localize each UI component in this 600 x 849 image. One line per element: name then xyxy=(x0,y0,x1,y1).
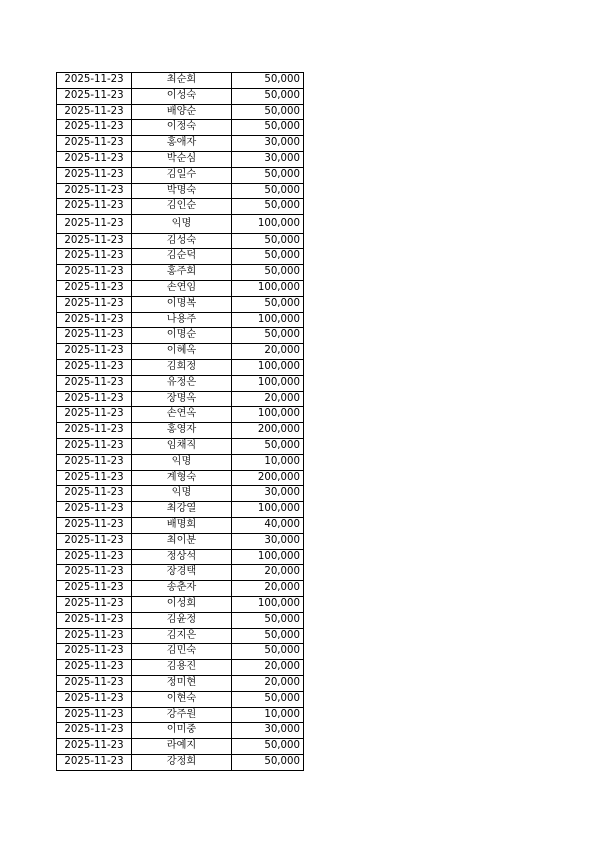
table-row xyxy=(57,312,304,328)
date-cell: 2025-11-23 xyxy=(57,104,132,120)
name-cell: 이명복 xyxy=(132,296,232,312)
table-row xyxy=(57,565,304,581)
table-row xyxy=(57,296,304,312)
amount-cell: 200,000 xyxy=(232,470,304,486)
date-cell: 2025-11-23 xyxy=(57,502,132,518)
table-row xyxy=(57,486,304,502)
table-row xyxy=(57,754,304,770)
date-cell: 2025-11-23 xyxy=(57,723,132,739)
amount-cell: 100,000 xyxy=(232,502,304,518)
date-cell: 2025-11-23 xyxy=(57,628,132,644)
table-row xyxy=(57,660,304,676)
date-cell: 2025-11-23 xyxy=(57,675,132,691)
name-cell: 강정희 xyxy=(132,754,232,770)
amount-cell: 50,000 xyxy=(232,199,304,215)
name-cell: 익명 xyxy=(132,454,232,470)
table-row xyxy=(57,344,304,360)
name-cell: 장명옥 xyxy=(132,391,232,407)
amount-cell: 20,000 xyxy=(232,565,304,581)
table-row xyxy=(57,375,304,391)
name-cell: 계형숙 xyxy=(132,470,232,486)
date-cell: 2025-11-23 xyxy=(57,691,132,707)
date-cell: 2025-11-23 xyxy=(57,136,132,152)
amount-cell: 30,000 xyxy=(232,151,304,167)
amount-cell: 50,000 xyxy=(232,73,304,89)
amount-cell: 50,000 xyxy=(232,183,304,199)
amount-cell: 30,000 xyxy=(232,533,304,549)
table-row xyxy=(57,249,304,265)
name-cell: 김성숙 xyxy=(132,233,232,249)
name-cell: 정상석 xyxy=(132,549,232,565)
date-cell: 2025-11-23 xyxy=(57,281,132,297)
date-cell: 2025-11-23 xyxy=(57,597,132,613)
date-cell: 2025-11-23 xyxy=(57,120,132,136)
amount-cell: 50,000 xyxy=(232,439,304,455)
table-row xyxy=(57,707,304,723)
name-cell: 나용주 xyxy=(132,312,232,328)
amount-cell: 50,000 xyxy=(232,167,304,183)
table-row xyxy=(57,183,304,199)
table-row xyxy=(57,439,304,455)
date-cell: 2025-11-23 xyxy=(57,183,132,199)
amount-cell: 50,000 xyxy=(232,754,304,770)
table-row xyxy=(57,581,304,597)
amount-cell: 50,000 xyxy=(232,233,304,249)
table-row xyxy=(57,423,304,439)
table-row xyxy=(57,215,304,234)
date-cell: 2025-11-23 xyxy=(57,739,132,755)
amount-cell: 100,000 xyxy=(232,597,304,613)
name-cell: 김인순 xyxy=(132,199,232,215)
amount-cell: 100,000 xyxy=(232,281,304,297)
table-row xyxy=(57,628,304,644)
date-cell: 2025-11-23 xyxy=(57,581,132,597)
name-cell: 김민숙 xyxy=(132,644,232,660)
date-cell: 2025-11-23 xyxy=(57,249,132,265)
amount-cell: 50,000 xyxy=(232,691,304,707)
table-row xyxy=(57,675,304,691)
amount-cell: 50,000 xyxy=(232,104,304,120)
amount-cell: 20,000 xyxy=(232,344,304,360)
name-cell: 홍영자 xyxy=(132,423,232,439)
date-cell: 2025-11-23 xyxy=(57,88,132,104)
name-cell: 김순덕 xyxy=(132,249,232,265)
name-cell: 박명숙 xyxy=(132,183,232,199)
name-cell: 박순심 xyxy=(132,151,232,167)
table-row xyxy=(57,691,304,707)
name-cell: 정미현 xyxy=(132,675,232,691)
date-cell: 2025-11-23 xyxy=(57,423,132,439)
amount-cell: 50,000 xyxy=(232,628,304,644)
date-cell: 2025-11-23 xyxy=(57,312,132,328)
table-row xyxy=(57,104,304,120)
date-cell: 2025-11-23 xyxy=(57,296,132,312)
name-cell: 김용진 xyxy=(132,660,232,676)
date-cell: 2025-11-23 xyxy=(57,486,132,502)
amount-cell: 20,000 xyxy=(232,581,304,597)
amount-cell: 50,000 xyxy=(232,265,304,281)
amount-cell: 50,000 xyxy=(232,328,304,344)
amount-cell: 100,000 xyxy=(232,407,304,423)
date-cell: 2025-11-23 xyxy=(57,660,132,676)
donation-ledger-table xyxy=(56,72,304,771)
amount-cell: 100,000 xyxy=(232,360,304,376)
name-cell: 익명 xyxy=(132,215,232,234)
date-cell: 2025-11-23 xyxy=(57,754,132,770)
name-cell: 홍주희 xyxy=(132,265,232,281)
table-row xyxy=(57,328,304,344)
date-cell: 2025-11-23 xyxy=(57,328,132,344)
date-cell: 2025-11-23 xyxy=(57,644,132,660)
name-cell: 손연임 xyxy=(132,281,232,297)
table-row xyxy=(57,167,304,183)
amount-cell: 100,000 xyxy=(232,549,304,565)
date-cell: 2025-11-23 xyxy=(57,407,132,423)
name-cell: 최이분 xyxy=(132,533,232,549)
name-cell: 이명순 xyxy=(132,328,232,344)
amount-cell: 40,000 xyxy=(232,518,304,534)
date-cell: 2025-11-23 xyxy=(57,391,132,407)
date-cell: 2025-11-23 xyxy=(57,265,132,281)
date-cell: 2025-11-23 xyxy=(57,612,132,628)
name-cell: 김윤정 xyxy=(132,612,232,628)
table-row xyxy=(57,120,304,136)
table-row xyxy=(57,233,304,249)
name-cell: 이혜옥 xyxy=(132,344,232,360)
table-row xyxy=(57,612,304,628)
name-cell: 라예지 xyxy=(132,739,232,755)
name-cell: 최강열 xyxy=(132,502,232,518)
name-cell: 배양순 xyxy=(132,104,232,120)
name-cell: 이현숙 xyxy=(132,691,232,707)
table-row xyxy=(57,136,304,152)
name-cell: 김지은 xyxy=(132,628,232,644)
date-cell: 2025-11-23 xyxy=(57,439,132,455)
amount-cell: 100,000 xyxy=(232,312,304,328)
table-row xyxy=(57,281,304,297)
amount-cell: 100,000 xyxy=(232,215,304,234)
amount-cell: 30,000 xyxy=(232,136,304,152)
name-cell: 홍애자 xyxy=(132,136,232,152)
date-cell: 2025-11-23 xyxy=(57,199,132,215)
amount-cell: 50,000 xyxy=(232,296,304,312)
date-cell: 2025-11-23 xyxy=(57,518,132,534)
amount-cell: 30,000 xyxy=(232,723,304,739)
name-cell: 이정숙 xyxy=(132,120,232,136)
table-row xyxy=(57,723,304,739)
date-cell: 2025-11-23 xyxy=(57,375,132,391)
table-row xyxy=(57,533,304,549)
date-cell: 2025-11-23 xyxy=(57,167,132,183)
name-cell: 장경택 xyxy=(132,565,232,581)
ledger-body xyxy=(57,73,304,771)
table-row xyxy=(57,407,304,423)
name-cell: 강주원 xyxy=(132,707,232,723)
table-row xyxy=(57,454,304,470)
name-cell: 배명희 xyxy=(132,518,232,534)
date-cell: 2025-11-23 xyxy=(57,470,132,486)
name-cell: 유정은 xyxy=(132,375,232,391)
amount-cell: 50,000 xyxy=(232,739,304,755)
date-cell: 2025-11-23 xyxy=(57,549,132,565)
table-row xyxy=(57,502,304,518)
name-cell: 김희정 xyxy=(132,360,232,376)
table-row xyxy=(57,518,304,534)
name-cell: 익명 xyxy=(132,486,232,502)
table-row xyxy=(57,265,304,281)
amount-cell: 50,000 xyxy=(232,120,304,136)
amount-cell: 20,000 xyxy=(232,660,304,676)
amount-cell: 20,000 xyxy=(232,675,304,691)
amount-cell: 50,000 xyxy=(232,88,304,104)
amount-cell: 10,000 xyxy=(232,707,304,723)
table-row xyxy=(57,391,304,407)
table-row xyxy=(57,644,304,660)
date-cell: 2025-11-23 xyxy=(57,73,132,89)
name-cell: 이성숙 xyxy=(132,88,232,104)
table-row xyxy=(57,470,304,486)
date-cell: 2025-11-23 xyxy=(57,707,132,723)
amount-cell: 50,000 xyxy=(232,249,304,265)
amount-cell: 20,000 xyxy=(232,391,304,407)
table-row xyxy=(57,360,304,376)
table-row xyxy=(57,73,304,89)
name-cell: 최순희 xyxy=(132,73,232,89)
date-cell: 2025-11-23 xyxy=(57,344,132,360)
date-cell: 2025-11-23 xyxy=(57,151,132,167)
name-cell: 손연옥 xyxy=(132,407,232,423)
amount-cell: 50,000 xyxy=(232,612,304,628)
amount-cell: 100,000 xyxy=(232,375,304,391)
date-cell: 2025-11-23 xyxy=(57,454,132,470)
date-cell: 2025-11-23 xyxy=(57,360,132,376)
amount-cell: 10,000 xyxy=(232,454,304,470)
amount-cell: 50,000 xyxy=(232,644,304,660)
table-row xyxy=(57,199,304,215)
name-cell: 이미중 xyxy=(132,723,232,739)
date-cell: 2025-11-23 xyxy=(57,215,132,234)
amount-cell: 200,000 xyxy=(232,423,304,439)
date-cell: 2025-11-23 xyxy=(57,233,132,249)
amount-cell: 30,000 xyxy=(232,486,304,502)
table-row xyxy=(57,739,304,755)
date-cell: 2025-11-23 xyxy=(57,533,132,549)
name-cell: 이성희 xyxy=(132,597,232,613)
table-row xyxy=(57,597,304,613)
table-row xyxy=(57,549,304,565)
name-cell: 김일수 xyxy=(132,167,232,183)
date-cell: 2025-11-23 xyxy=(57,565,132,581)
table-row xyxy=(57,88,304,104)
name-cell: 송춘자 xyxy=(132,581,232,597)
table-row xyxy=(57,151,304,167)
name-cell: 임채직 xyxy=(132,439,232,455)
